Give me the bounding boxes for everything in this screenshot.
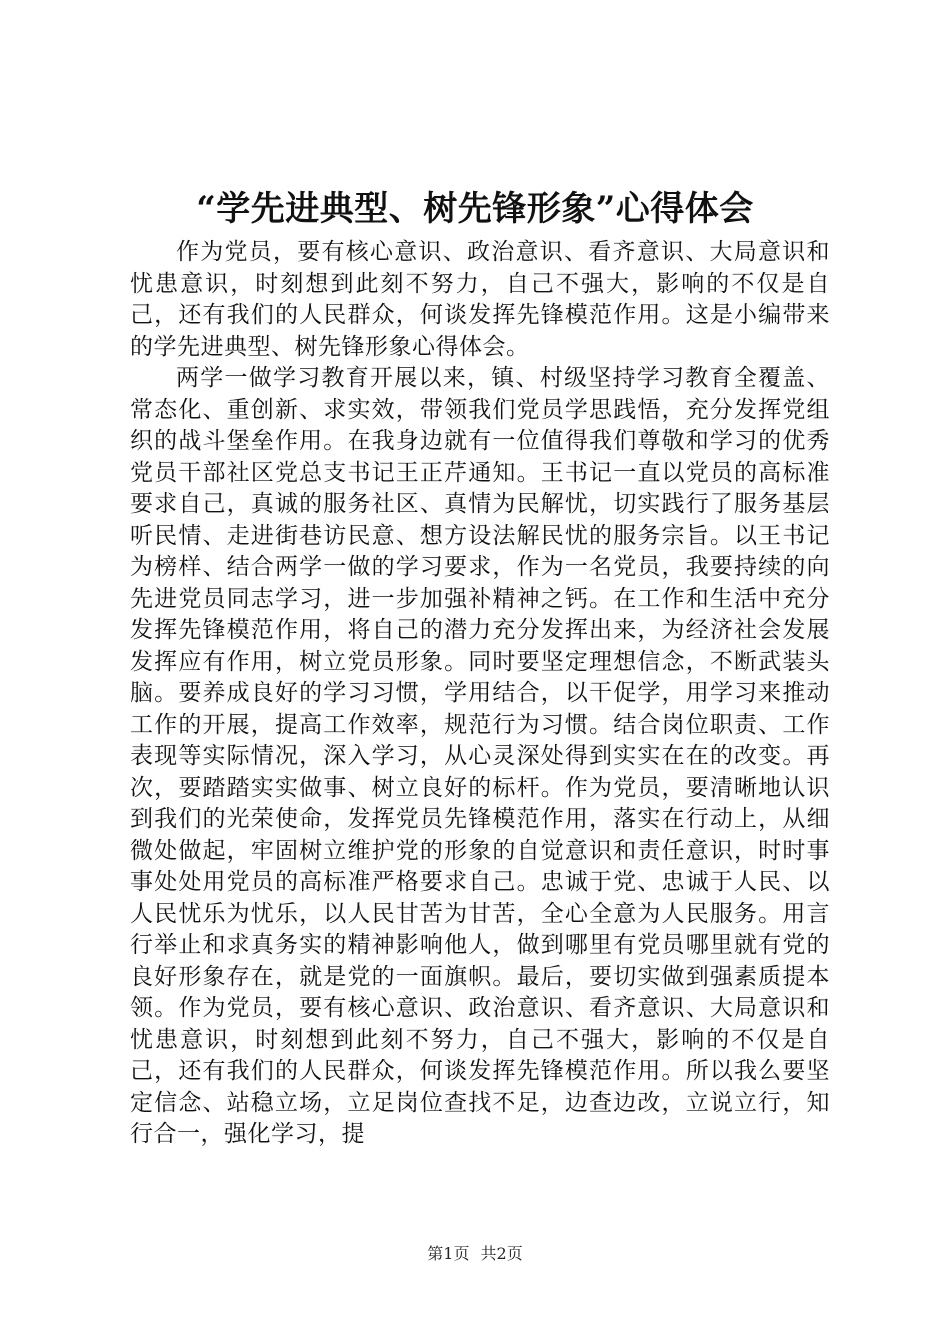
document-title: “学先进典型、树先锋形象”心得体会	[196, 189, 754, 229]
page-number-current: 第1页	[427, 1244, 470, 1263]
document-body	[130, 237, 830, 1151]
page-number-total: 共2页	[480, 1244, 523, 1263]
paragraph-intro: 作为党员，要有核心意识、政治意识、看齐意识、大局意识和忧患意识，时刻想到此刻不努力，自己不强大，影响的不仅是自己，还有我们的人民群众，何谈发挥先锋模范作用。这是小编带来的学先进典型、树先锋形象心得体会。	[130, 239, 830, 360]
paragraph-main: 两学一做学习教育开展以来，镇、村级坚持学习教育全覆盖、常态化、重创新、求实效，带领我们党员学思践悟，充分发挥党组织的战斗堡垒作用。在我身边就有一位值得我们尊敬和学习的优秀党员干部社区党总支书记王正芹通知。王书记一直以党员的高标准要求自己，真诚的服务社区、真情为民解忧，切实践行了服务基层听民情、走进街巷访民意、想方设法解民忧的服务宗旨。以王书记为榜样、结合两学一做的学习要求，作为一名党员，我要持续的向先进党员同志学习，进一步加强补精神之钙。在工作和生活中充分发挥先锋模范作用，将自己的潜力充分发挥出来，为经济社会发展发挥应有作用，树立党员形象。同时要坚定理想信念，不断武装头脑。要养成良好的学习习惯，学用结合，以干促学，用学习来推动工作的开展，提高工作效率，规范行为习惯。结合岗位职责、工作表现等实际情况，深入学习，从心灵深处得到实实在在的改变。再次，要踏踏实实做事、树立良好的标杆。作为党员，要清晰地认识到我们的光荣使命，发挥党员先锋模范作用，落实在行动上，从细微处做起，牢固树立维护党的形象的自觉意识和责任意识，时时事事处处用党员的高标准严格要求自己。忠诚于党、忠诚于人民、以人民忧乐为忧乐，以人民甘苦为甘苦，全心全意为人民服务。用言行举止和求真务实的精神影响他人，做到哪里有党员哪里就有党的良好形象存在，就是党的一面旗帜。最后，要切实做到强素质提本领。作为党员，要有核心意识、政治意识、看齐意识、大局意识和忧患意识，时刻想到此刻不努力，自己不强大，影响的不仅是自己，还有我们的人民群众，何谈发挥先锋模范作用。所以我么要坚定信念、站稳立场，立足岗位查找不足，边查边改，立说立行，知行合一，强化学习，提	[130, 365, 830, 1147]
page-footer	[0, 1244, 950, 1264]
